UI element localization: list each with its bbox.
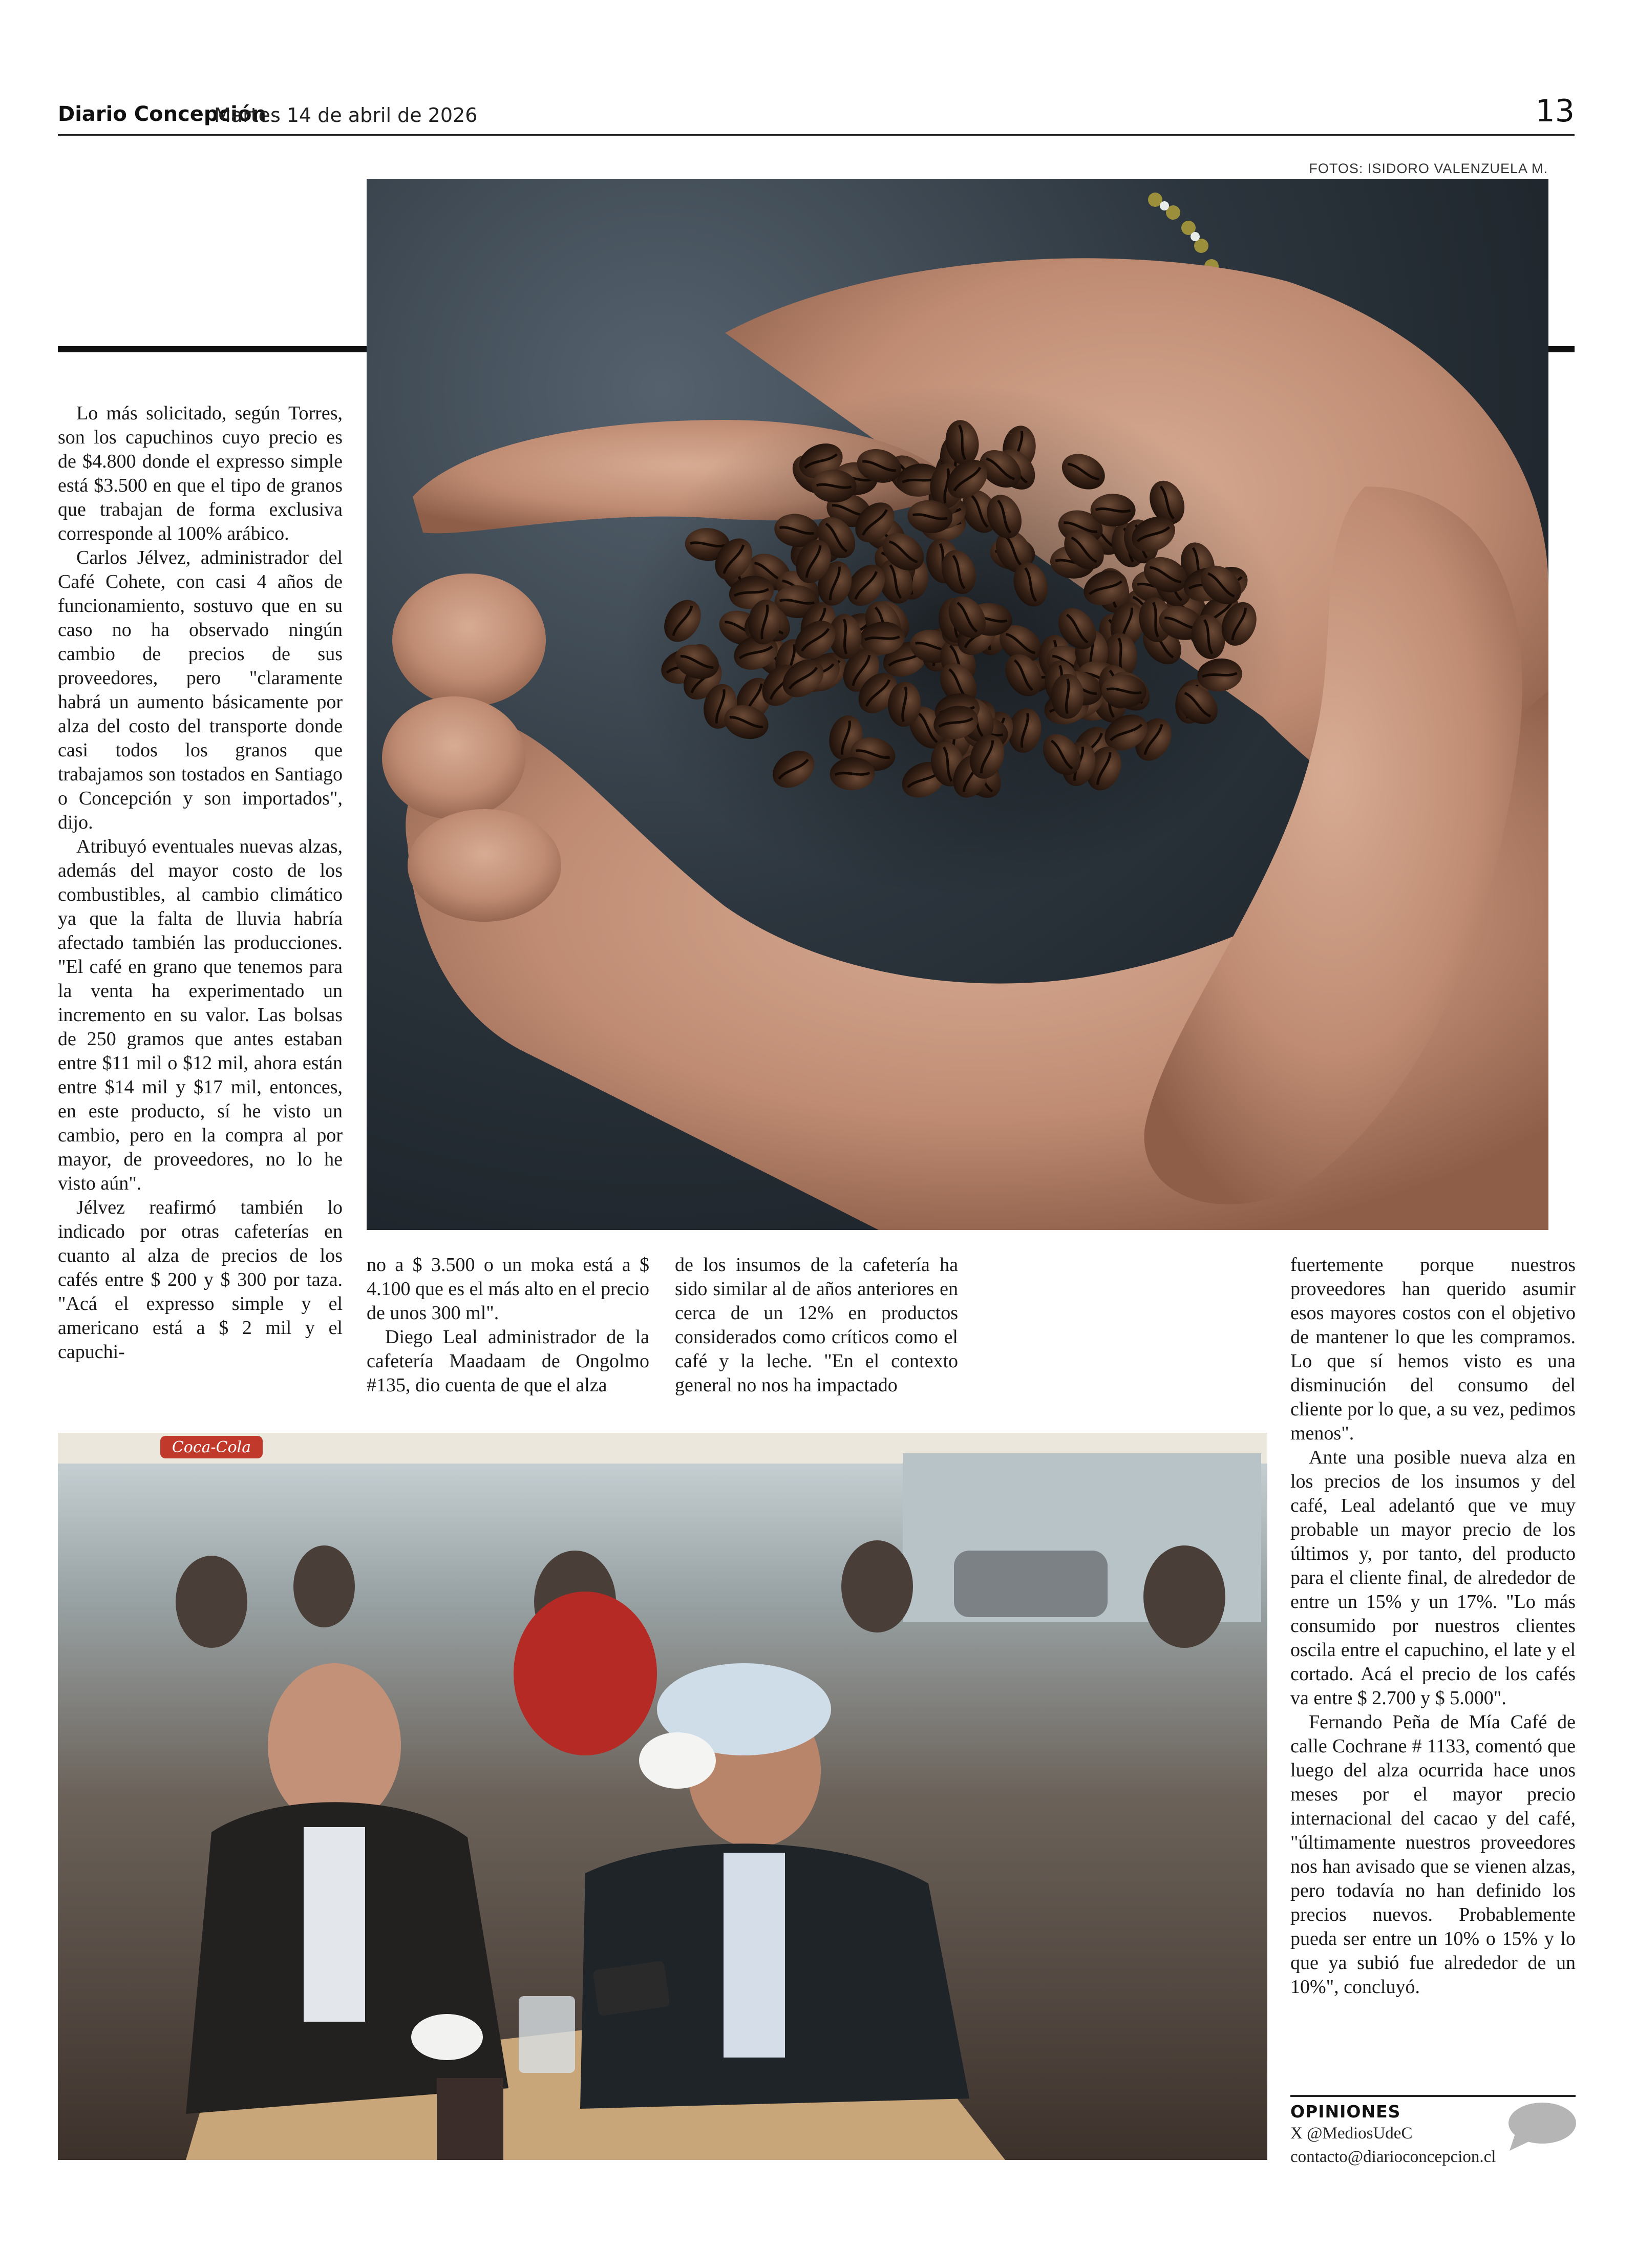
opinions-label: OPINIONES	[1290, 2102, 1401, 2122]
issue-date: Martes 14 de abril de 2026	[214, 104, 478, 126]
photo-credit: FOTOS: ISIDORO VALENZUELA M.	[1309, 161, 1548, 176]
paragraph: Carlos Jélvez, administrador del Café Cohete, con casi 4 años de funcionamiento, sostuvo que en su caso no ha observado ningún cambio de precios de sus proveedores, pero "claramente habrá un aumento básicamente por alza del costo del transporte donde casi todos los granos que trabajamos son tostados en Santiago o Concepción y son importados", dijo.	[58, 547, 343, 833]
paragraph: Atribuyó eventuales nuevas alzas, además del mayor costo de los combustibles, al cambio climático ya que la falta de lluvia habría afectado también las producciones. "El café en grano que tenemos para la venta ha experimentado un incremento en su valor. Las bolsas de 250 gramos que antes estaban entre $11 mil o $12 mil, ahora están entre $14 mil y $17 mil, entonces, en este producto, sí he visto un cambio, pero en la compra al por mayor, de proveedores, no lo he visto aún".	[58, 836, 343, 1194]
paragraph: de los insumos de la cafetería ha sido similar al de años anteriores en cerca de un 12% en productos considerados como críticos como el café y la leche. "En el contexto general no nos ha impactado	[675, 1254, 958, 1396]
paragraph: no a $ 3.500 o un moka está a $ 4.100 que es el más alto en el precio de unos 300 ml".	[367, 1254, 649, 1324]
paragraph: Jélvez reafirmó también lo indicado por otras cafeterías en cuanto al alza de precios de los cafés entre $ 200 y $ 300 por taza. "Acá el expresso simple y el americano está a $ 2 mil y el capuchi-	[58, 1197, 343, 1363]
coffee-beans-illustration	[367, 179, 1548, 1230]
coffee-bean	[1051, 674, 1084, 719]
paragraph: Lo más solicitado, según Torres, son los capuchinos cuyo precio es de $4.800 donde el expresso simple está $3.500 en que el tipo de granos que trabajan de forma exclusiva corresponde al 100% arábico.	[58, 402, 343, 544]
opinions-email[interactable]: contacto@diarioconcepcion.cl	[1290, 2148, 1496, 2166]
paragraph: Fernando Peña de Mía Café de calle Cochrane # 1133, comentó que luego del alza ocurrida hace unos meses por el mayor precio internacional del cacao y del café, "últimamente nuestros proveedores nos han avisado que se vienen alzas, pero todavía no han definido los precios nuevos. Probablemente pueda ser entre un 10% o 15% y lo que ya subió fue alrededor de un 10%", concluyó.	[1290, 1711, 1576, 1998]
paragraph: Ante una posible nueva alza en los precios de los insumos y del café, Leal adelantó que ve muy probable un mayor precio de los últimos y, por tanto, del producto para el cliente final, de alrededor de entre un 15% y un 17%. "Lo más consumido por nuestros clientes oscila entre el capuchino, el late y el cortado. Acá el precio de los cafés va entre $ 2.700 y $ 5.000".	[1290, 1447, 1576, 1709]
paragraph: Diego Leal administrador de la cafetería Maadaam de Ongolmo #135, dio cuenta de que el alza	[367, 1326, 649, 1396]
paragraph: fuertemente porque nuestros proveedores han querido asumir esos mayores costos con el objetivo de mantener lo que les compramos. Lo que sí hemos visto es una disminución del consumo del cliente por lo que, a su vez, pedimos menos".	[1290, 1254, 1576, 1444]
section-rule-left	[58, 346, 367, 352]
cafe-photo	[58, 1433, 1267, 2160]
article-column-1	[58, 401, 343, 1364]
cafe-scene-illustration	[58, 1433, 1267, 2160]
section-rule-right	[1548, 346, 1575, 352]
article-column-4	[1290, 1253, 1576, 1999]
coffee-beans-photo	[367, 179, 1548, 1230]
article-column-2	[367, 1253, 649, 1397]
coca-cola-sign: Coca-Cola	[172, 1438, 251, 1456]
opinions-twitter[interactable]: X @MediosUdeC	[1290, 2124, 1413, 2143]
header-divider	[58, 134, 1575, 136]
newspaper-name: Diario Concepción	[58, 102, 266, 126]
opinions-divider	[1290, 2095, 1576, 2097]
article-column-3	[675, 1253, 958, 1397]
speech-bubble-icon	[1505, 2102, 1577, 2153]
page-number: 13	[1535, 93, 1575, 129]
